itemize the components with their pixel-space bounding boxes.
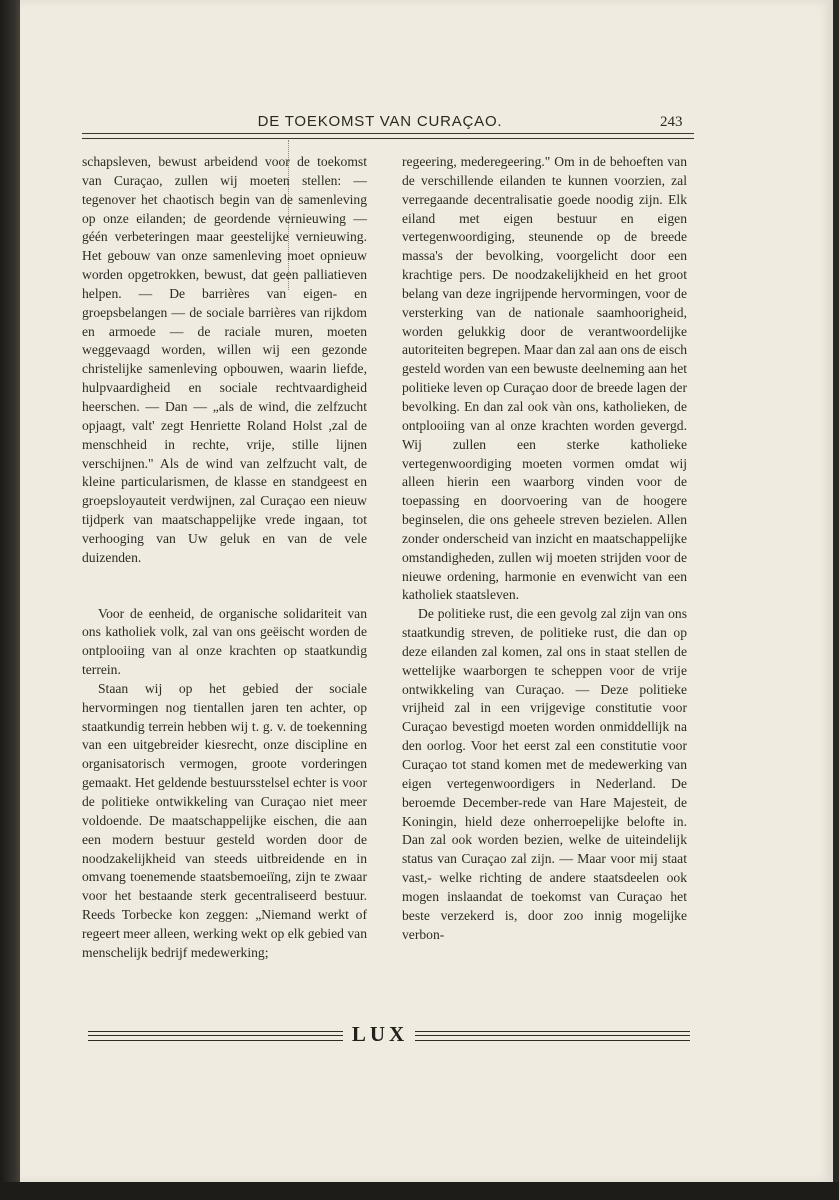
- footer-ornament: [88, 1022, 690, 1047]
- footer-rule-right: [415, 1031, 690, 1041]
- footer-rule-left-middle: [88, 1035, 343, 1036]
- left-paragraph-2: Voor de eenheid, de organische solidariteit van ons katholiek volk, zal van ons geëischt worden de ontplooiing van al onze krachten op staatkundig terrein.: [82, 605, 367, 678]
- left-paragraph-3: Staan wij op het gebied der sociale hervormingen nog tientallen jaren ten achter, op staatkundig terrein hebben wij t. g. v. de toekenning van een uitgebreider kiesrecht, onze discipline en organisatorisch vermogen, groote vorderingen gemaakt. Het geldende bestuursstelsel echter is voor de politieke ontwikkeling van Curaçao niet meer voldoende. De maatschappelijke eischen, die aan een modern bestuur gesteld worden door de noodzakelijkheid van steeds uitbreidende en in omvang toenemende staatsbemoeiïng, zijn te zwaar voor het bestaande sterk gecentraliseerd bestuur. Reeds Torbecke kon zeggen: „Niemand werkt of regeert meer alleen, werking wekt op elk gebied van menschelijk bedrijf medewerking;: [82, 680, 367, 960]
- left-paragraph-1: schapsleven, bewust arbeidend voor de toekomst van Curaçao, zullen wij moeten stellen: — tegenover het chaotisch begin van de samenleving op onze eilanden; de geordende vernieuwing — géén verbeteringen maar geestelijke vernieuwing. Het gebouw van onze samenleving moet opnieuw worden opgetrokken, bewust, dat geen palliatieven helpen. — De barrières van eigen- en groepsbelangen — de sociale barrières van rijkdom en armoede — de raciale muren, moeten weggevaagd worden, willen wij een gezonde christelijke samenleving opbouwen, waarin liefde, hulpvaardigheid en sociale rechtvaardigheid heerschen. — Dan — „als de wind, die zelfzucht opjaagt, valt' zegt Henriette Roland Holst ,zal de menschheid in rechte, vrije, stille lijnen verschijnen." Als de wind van zelfzucht valt, de kleine particularismen, de klasse en standgeest en groepsloyauteit verdwijnen, zal Curaçao een nieuw tijdperk van maatschappelijke vrede ingaan, tot verhooging van Uw geluk en van de vele duizenden.: [82, 154, 367, 565]
- scan-bottom-edge: [0, 1182, 839, 1200]
- left-column: [82, 153, 367, 963]
- running-header-title: DE TOEKOMST VAN CURAÇAO.: [257, 113, 503, 130]
- lux-logo: LUX: [351, 1022, 409, 1046]
- right-column: [402, 153, 687, 944]
- book-gutter: [0, 0, 20, 1200]
- footer-rule-left: [88, 1031, 343, 1041]
- header-rule-thin: [82, 138, 694, 139]
- header-rule-thick: [82, 133, 694, 134]
- right-paragraph-2: De politieke rust, die een gevolg zal zijn van ons staatkundig streven, de politieke rust, die dan op deze eilanden zal komen, zal ons in staat stellen de wettelijke waarborgen te scheppen voor de vrije ontwikkeling van Curaçao. — Deze politieke vrijheid zal in een vrijgevige constitutie voor Curaçao bevestigd moeten worden onmiddellijk na den oorlog. Voor het eerst zal een constitutie voor Curaçao tot stand komen met de medewerking van eigen vertegenwoordigers in Nederland. De beroemde December-rede van Hare Majesteit, de Koningin, hield deze onherroepelijke belofte in. Dan zal ook worden bezien, welke de uiteindelijk status van Curaçao zal zijn. — Maar voor mij staat vast,- welke richting de andere staatsdeelen ook mogen inslaandat de toekomst van Curaçao het beste verzekerd is, door zoo innig mogelijke verbon-: [402, 606, 687, 942]
- footer-rule-right-middle: [415, 1035, 690, 1036]
- page-number: 243: [660, 114, 683, 130]
- right-paragraph-1: regeering, mederegeering." Om in de behoeften van de verschillende eilanden te kunnen voorzien, zal verregaande decentralisatie goede noodig zijn. Elk eiland met eigen bestuur en eigen vertegenwoordiging, steunende op de breede massa's der bevolking, voorgelicht door een krachtige pers. De noodzakelijkheid en het groot belang van deze ingrijpende hervormingen, voor de versterking van de nationale saamhoorigheid, worden gelukkig door de verantwoordelijke autoriteiten begrepen. Maar dan zal aan ons de eisch gesteld worden van een bewuste deelneming aan het politieke leven op Curaçao door de breede lagen der bevolking. En dan zal ook vàn ons, katholieken, de ontplooiing van al onze krachten worden gevergd. Wij zullen een sterke katholieke vertegenwoordiging moeten vormen omdat wij alleen hierin een waarborg vinden voor de toepassing en doorvoering van de hoogere beginselen, die ons geheele streven bezielen. Allen zonder onderscheid van inzicht en maatschappelijke omstandigheden, zullen wij moeten strijden voor de nieuwe ordening, harmonie en evenwicht van een katholiek staatsleven.: [402, 154, 687, 603]
